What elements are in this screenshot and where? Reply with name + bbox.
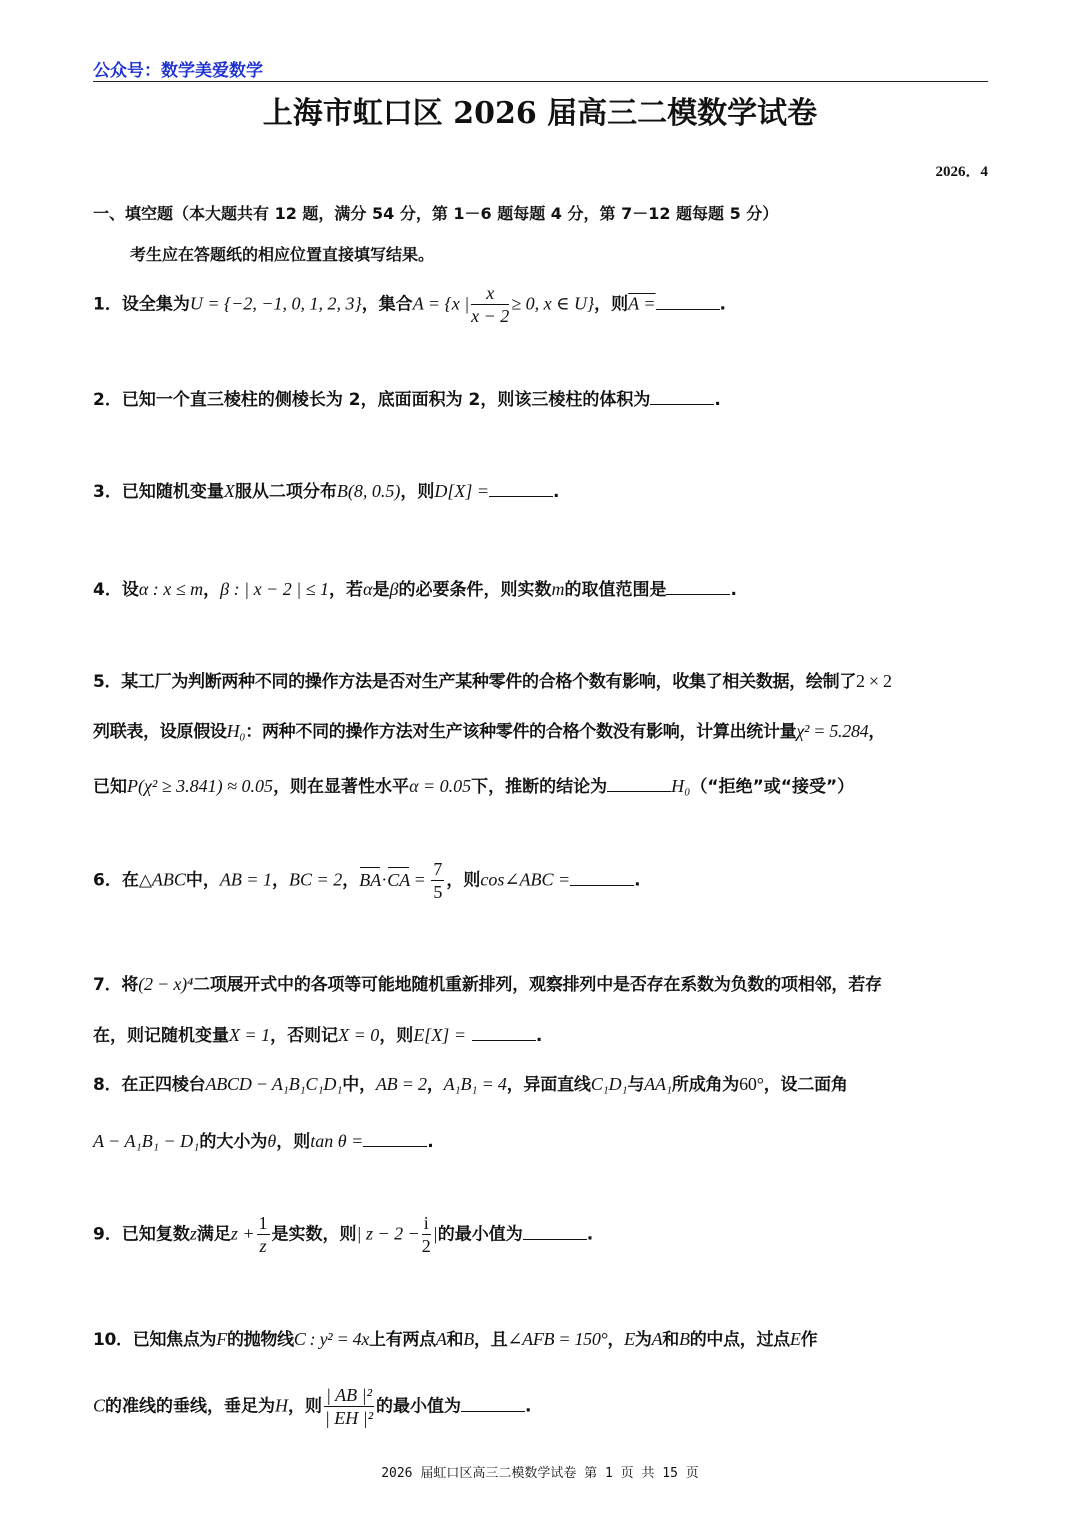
q9-expr2a: | z − 2 − bbox=[356, 1223, 420, 1244]
q8-mid2: ，异面直线 bbox=[506, 1075, 591, 1095]
q9-fraction-1 bbox=[257, 1212, 270, 1257]
q6-ab: AB = 1 bbox=[219, 869, 273, 890]
q5-prob: P(χ² ≥ 3.841) ≈ 0.05 bbox=[127, 776, 274, 796]
q3-mid: 服从二项分布 bbox=[234, 482, 337, 502]
q1-then: ，则 bbox=[594, 294, 629, 315]
q10-parabola: C : y² = 4x bbox=[293, 1329, 370, 1349]
q9-expr1: z + bbox=[230, 1223, 255, 1244]
q1-numerator: x bbox=[471, 282, 509, 305]
q4-answer-blank[interactable] bbox=[666, 580, 730, 595]
q6-triangle: ABC bbox=[151, 869, 186, 890]
question-10-line-2: C的准线的垂线，垂足为H，则 $\frac{\text{| AB |²}}{\text{| EH |²}}$ 的最小值为 . bbox=[93, 1385, 532, 1428]
q6-vector-ca: CA bbox=[387, 869, 411, 890]
q10-prefix: 10．已知焦点为 bbox=[93, 1330, 217, 1350]
question-10-line-1 bbox=[93, 1325, 817, 1350]
q10-answer-blank[interactable] bbox=[461, 1397, 525, 1412]
q8-mid1: 中， bbox=[342, 1075, 376, 1095]
question-7-line-2: 在，则记随机变量X = 1，否则记X = 0，则E[X] = . bbox=[93, 1025, 543, 1046]
q5-alpha: α = 0.05 bbox=[409, 776, 472, 796]
q4-m: m bbox=[551, 579, 565, 599]
q8-mid4: 所成角为 bbox=[671, 1075, 740, 1095]
question-6: 6．在△ABC中，AB = 1，BC = 2，BA·CA = $\frac{7}{5}$ ，则cos∠ABC = . bbox=[93, 859, 641, 902]
q9-z: z bbox=[189, 1223, 197, 1244]
q10-mid1: 的抛物线 bbox=[226, 1330, 294, 1350]
q10-and1: 和 bbox=[446, 1330, 464, 1350]
q6-vector-ba: BA bbox=[359, 869, 382, 890]
q9-mid2: 是实数，则 bbox=[271, 1224, 357, 1245]
q4-beta: β bbox=[389, 579, 399, 599]
q6-denominator: 5 bbox=[433, 882, 443, 902]
q6-expr: cos∠ABC = bbox=[480, 869, 571, 890]
q1-complement: A = bbox=[628, 293, 656, 314]
q1-set-a-close: ≥ 0, x ∈ U} bbox=[511, 293, 595, 314]
question-5-line-1 bbox=[93, 667, 892, 692]
q7-expr: (2 − x)⁴ bbox=[138, 974, 194, 994]
q8-prefix: 8．在正四棱台 bbox=[93, 1075, 206, 1095]
q5-h0b: H₀ bbox=[671, 776, 691, 796]
q5-line3a: 已知 bbox=[93, 777, 127, 797]
question-5-line-2: 列联表，设原假设H₀：两种不同的操作方法对生产该种零件的合格个数没有影响，计算出统计量χ² = 5.284， bbox=[93, 721, 886, 742]
q7-prefix: 7．将 bbox=[93, 975, 139, 995]
q9-numerator-2: i bbox=[423, 1213, 429, 1233]
q10-fraction bbox=[324, 1384, 374, 1429]
q10-tail: 的最小值为 bbox=[375, 1396, 461, 1417]
q9-prefix: 9．已知复数 bbox=[93, 1224, 190, 1245]
q7-x1: X = 1 bbox=[229, 1025, 271, 1045]
q4-mid1: ，若 bbox=[329, 580, 364, 600]
q10-mid5: 的中点，过点 bbox=[689, 1330, 790, 1350]
q9-tail: 的最小值为 bbox=[437, 1224, 523, 1245]
q8-dihedral: A − A₁B₁ − D₁ bbox=[93, 1131, 200, 1151]
q4-sep: ， bbox=[203, 580, 221, 600]
q6-numerator: 7 bbox=[433, 859, 443, 879]
q10-line2b: ，则 bbox=[288, 1396, 323, 1417]
q1-text: ，集合 bbox=[361, 294, 413, 315]
question-5-line-3 bbox=[93, 772, 854, 797]
q10-f: F bbox=[216, 1329, 227, 1349]
q4-mid2: 是 bbox=[372, 580, 390, 600]
q10-h: H bbox=[275, 1395, 289, 1416]
q6-answer-blank[interactable] bbox=[570, 871, 634, 886]
q10-sep: ， bbox=[607, 1330, 625, 1350]
q7-line2c: ，则 bbox=[379, 1026, 414, 1046]
q8-a1b1: A₁B₁ = 4 bbox=[443, 1074, 507, 1094]
section-heading: 一、填空题（本大题共有 12 题，满分 54 分，第 1－6 题每题 4 分，第 7－12 题每题 5 分） bbox=[93, 204, 779, 223]
page-title: 上海市虹口区 2026 届高三二模数学试卷 bbox=[262, 96, 818, 131]
q4-tail: 的取值范围是 bbox=[564, 580, 667, 600]
q8-ab: AB = 2 bbox=[375, 1074, 427, 1094]
question-3: 3．已知随机变量X服从二项分布B(8, 0.5)，则D[X] = . bbox=[93, 481, 560, 502]
q5-line3c: 下，推断的结论为 bbox=[471, 777, 608, 797]
q6-prefix: 6．在△ bbox=[93, 870, 152, 891]
q7-ex: E[X] = bbox=[413, 1025, 466, 1045]
q3-dist: B(8, 0.5) bbox=[336, 481, 401, 501]
q5-line1: 5．某工厂为判断两种不同的操作方法是否对生产某种零件的合格个数有影响，收集了相关数据，绘制了 bbox=[93, 672, 857, 692]
q10-b2: B bbox=[678, 1329, 690, 1349]
q4-beta-def: β : | x − 2 | ≤ 1 bbox=[220, 579, 330, 599]
question-2: 2．已知一个直三棱柱的侧棱长为 2，底面面积为 2，则该三棱柱的体积为 . bbox=[93, 390, 721, 410]
q10-e2: E bbox=[789, 1329, 801, 1349]
q5-h0: H₀ bbox=[226, 721, 246, 741]
q3-then: ，则 bbox=[400, 482, 435, 502]
header-divider bbox=[93, 81, 988, 82]
q8-mid6: 的大小为 bbox=[199, 1132, 268, 1152]
q10-e: E bbox=[624, 1329, 635, 1349]
q8-aa1: AA₁ bbox=[644, 1074, 672, 1094]
q6-bc: BC = 2 bbox=[289, 869, 343, 890]
q9-mid1: 满足 bbox=[196, 1224, 231, 1245]
q10-denominator: | EH |² bbox=[324, 1408, 374, 1428]
q5-line2b: ：两种不同的操作方法对生产该种零件的合格个数没有影响，计算出统计量 bbox=[245, 722, 797, 742]
q10-angle: ∠AFB = 150° bbox=[507, 1329, 608, 1349]
q10-c: C bbox=[93, 1395, 106, 1416]
q9-expr2b: | bbox=[432, 1223, 438, 1244]
header-account-link: 公众号：数学美爱数学 bbox=[93, 61, 263, 81]
question-1: 1．设全集为U = {−2, −1, 0, 1, 2, 3}，集合A = {x | $\frac{x}{x - 2}$ ≥ 0, x ∈ U}，则A = . bbox=[93, 283, 726, 326]
q8-c1d1: C₁D₁ bbox=[590, 1074, 628, 1094]
q5-line2a: 列联表，设原假设 bbox=[93, 722, 227, 742]
q1-fraction bbox=[471, 282, 509, 327]
q5-chi: χ² = 5.284 bbox=[796, 721, 869, 741]
q10-mid3: ，且 bbox=[473, 1330, 508, 1350]
section-instruction: 考生应在答题纸的相应位置直接填写结果。 bbox=[130, 245, 435, 264]
q1-set-a-open: A = {x | bbox=[412, 293, 470, 314]
q7-line2a: 在，则记随机变量 bbox=[93, 1026, 229, 1046]
q10-mid4: 为 bbox=[634, 1330, 652, 1350]
q9-denominator-1: z bbox=[259, 1236, 267, 1256]
q1-answer-blank[interactable] bbox=[656, 295, 720, 310]
q5-table-size: 2 × 2 bbox=[856, 671, 892, 691]
q7-x0: X = 0 bbox=[338, 1025, 380, 1045]
q6-fraction bbox=[431, 858, 444, 903]
q4-alpha: α bbox=[363, 579, 373, 599]
q10-mid2: 上有两点 bbox=[369, 1330, 436, 1350]
q8-solid: ABCD − A₁B₁C₁D₁ bbox=[205, 1074, 343, 1094]
q8-then: ，则 bbox=[276, 1132, 311, 1152]
q4-mid3: 的必要条件，则实数 bbox=[398, 580, 552, 600]
q8-mid3: 与 bbox=[627, 1075, 645, 1095]
q9-fraction-2 bbox=[422, 1212, 431, 1257]
q9-denominator-2: 2 bbox=[421, 1236, 431, 1256]
page-footer: 2026 届虹口区高三二模数学试卷 第 1 页 共 15 页 bbox=[381, 1466, 699, 1481]
q9-answer-blank[interactable] bbox=[523, 1225, 587, 1240]
q7-answer-blank[interactable] bbox=[472, 1026, 536, 1041]
q8-theta: θ bbox=[267, 1131, 277, 1151]
q10-mid6: 作 bbox=[800, 1330, 818, 1350]
q3-answer-blank[interactable] bbox=[489, 482, 553, 497]
q5-answer-blank[interactable] bbox=[607, 777, 671, 792]
q4-alpha-def: α : x ≤ m bbox=[138, 579, 204, 599]
q3-prefix: 3．已知随机变量 bbox=[93, 482, 224, 502]
q6-mid: 中， bbox=[185, 870, 220, 891]
q10-line2a: 的准线的垂线，垂足为 bbox=[105, 1396, 276, 1417]
q8-answer-blank[interactable] bbox=[363, 1132, 427, 1147]
q4-prefix: 4．设 bbox=[93, 580, 139, 600]
question-9: 9．已知复数z满足z + $\frac{1}{z}$ 是实数，则| z − 2 − $\frac{i}{2}$ |的最小值为 . bbox=[93, 1213, 594, 1256]
question-7-line-1 bbox=[93, 970, 882, 995]
question-8-line-2: A − A₁B₁ − D₁的大小为θ，则tan θ = . bbox=[93, 1131, 434, 1152]
q1-set-u: U = {−2, −1, 0, 1, 2, 3} bbox=[189, 293, 362, 314]
q7-line2b: ，否则记 bbox=[270, 1026, 339, 1046]
q1-denominator: x − 2 bbox=[471, 306, 510, 326]
q1-prefix: 1．设全集为 bbox=[93, 294, 190, 315]
q2-text: 2．已知一个直三棱柱的侧棱长为 2，底面面积为 2，则该三棱柱的体积为 bbox=[93, 390, 651, 410]
question-4: 4．设α : x ≤ m，β : | x − 2 | ≤ 1，若α是β的必要条件，则实数m的取值范围是 . bbox=[93, 579, 737, 600]
exam-date: 2026．4 bbox=[935, 164, 988, 180]
q10-numerator: | AB |² bbox=[326, 1385, 372, 1405]
q3-expr: D[X] = bbox=[434, 481, 489, 501]
q2-answer-blank[interactable] bbox=[650, 390, 714, 405]
q8-tan: tan θ = bbox=[310, 1131, 364, 1151]
q10-and2: 和 bbox=[662, 1330, 679, 1350]
q3-var: X bbox=[223, 481, 235, 501]
q8-mid5: ，设二面角 bbox=[763, 1075, 848, 1095]
q10-b: B bbox=[463, 1329, 474, 1349]
q5-line3d: （“拒绝”或“接受”） bbox=[690, 777, 855, 797]
q6-then: ，则 bbox=[446, 870, 481, 891]
q5-line3b: ，则在显著性水平 bbox=[273, 777, 410, 797]
q9-numerator-1: 1 bbox=[258, 1213, 268, 1233]
q8-angle: 60° bbox=[739, 1074, 764, 1094]
question-8-line-1: 8．在正四棱台ABCD − A₁B₁C₁D₁中，AB = 2，A₁B₁ = 4，异面直线C₁D₁与AA₁所成角为60°，设二面角 bbox=[93, 1074, 848, 1095]
q7-line1: 二项展开式中的各项等可能地随机重新排列，观察排列中是否存在系数为负数的项相邻，若存 bbox=[193, 975, 882, 995]
q10-a: A bbox=[435, 1329, 447, 1349]
q10-a2: A bbox=[651, 1329, 663, 1349]
